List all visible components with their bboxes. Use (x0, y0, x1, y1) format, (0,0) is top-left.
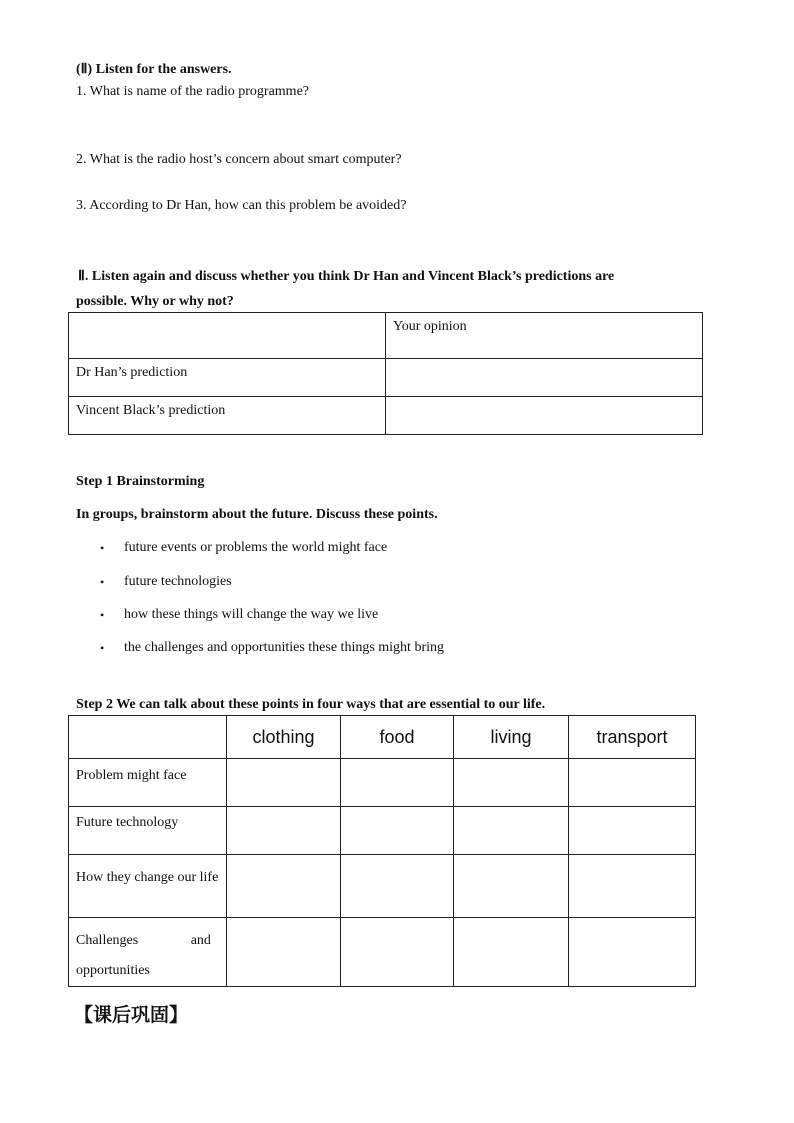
answer-cell[interactable] (341, 807, 454, 855)
answer-cell[interactable] (341, 918, 454, 987)
answer-cell[interactable] (227, 918, 341, 987)
column-header: living (454, 716, 569, 759)
brainstorm-table (68, 715, 696, 987)
step1-instruction: In groups, brainstorm about the future. Discuss these points. (76, 507, 438, 522)
section-heading: (Ⅱ) Listen for the answers. (76, 62, 232, 77)
answer-cell[interactable] (454, 918, 569, 987)
answer-cell[interactable] (386, 359, 703, 397)
question-1: 1. What is name of the radio programme? (76, 84, 309, 99)
bullet-icon: • (100, 608, 105, 622)
column-header: transport (569, 716, 696, 759)
question-3: 3. According to Dr Han, how can this problem be avoided? (76, 198, 407, 213)
answer-cell[interactable] (454, 807, 569, 855)
table-cell (69, 313, 386, 359)
question-2: 2. What is the radio host’s concern about smart computer? (76, 152, 402, 167)
column-header: food (341, 716, 454, 759)
bullet-icon: • (100, 541, 105, 555)
row-label: Dr Han’s prediction (69, 359, 386, 397)
row-label: Future technology (69, 807, 227, 855)
section2-heading: Ⅱ. Listen again and discuss whether you think Dr Han and Vincent Black’s predictions are (78, 269, 615, 284)
bullet-icon: • (100, 575, 105, 589)
answer-cell[interactable] (454, 759, 569, 807)
list-item: how these things will change the way we live (124, 607, 379, 622)
list-item: future events or problems the world might face (124, 540, 388, 555)
answer-cell[interactable] (227, 807, 341, 855)
list-item: the challenges and opportunities these things might bring (124, 640, 444, 655)
bullet-icon: • (100, 641, 105, 655)
column-header: Your opinion (386, 313, 703, 359)
answer-cell[interactable] (341, 855, 454, 918)
answer-cell[interactable] (454, 855, 569, 918)
table-cell (69, 716, 227, 759)
section2-heading-cont: possible. Why or why not? (76, 294, 234, 309)
answer-cell[interactable] (386, 397, 703, 435)
answer-cell[interactable] (227, 855, 341, 918)
column-header: clothing (227, 716, 341, 759)
row-label: How they change our life (69, 855, 227, 918)
answer-cell[interactable] (227, 759, 341, 807)
opinion-table (68, 312, 703, 435)
row-label: Challenges and opportunities (69, 918, 227, 987)
answer-cell[interactable] (569, 759, 696, 807)
row-label: Vincent Black’s prediction (69, 397, 386, 435)
answer-cell[interactable] (569, 807, 696, 855)
step1-title: Step 1 Brainstorming (76, 474, 205, 489)
review-heading: 【课后巩固】 (74, 1004, 189, 1026)
row-label: Problem might face (69, 759, 227, 807)
step2-title: Step 2 We can talk about these points in four ways that are essential to our life. (76, 697, 546, 712)
answer-cell[interactable] (569, 855, 696, 918)
answer-cell[interactable] (341, 759, 454, 807)
answer-cell[interactable] (569, 918, 696, 987)
list-item: future technologies (124, 574, 232, 589)
